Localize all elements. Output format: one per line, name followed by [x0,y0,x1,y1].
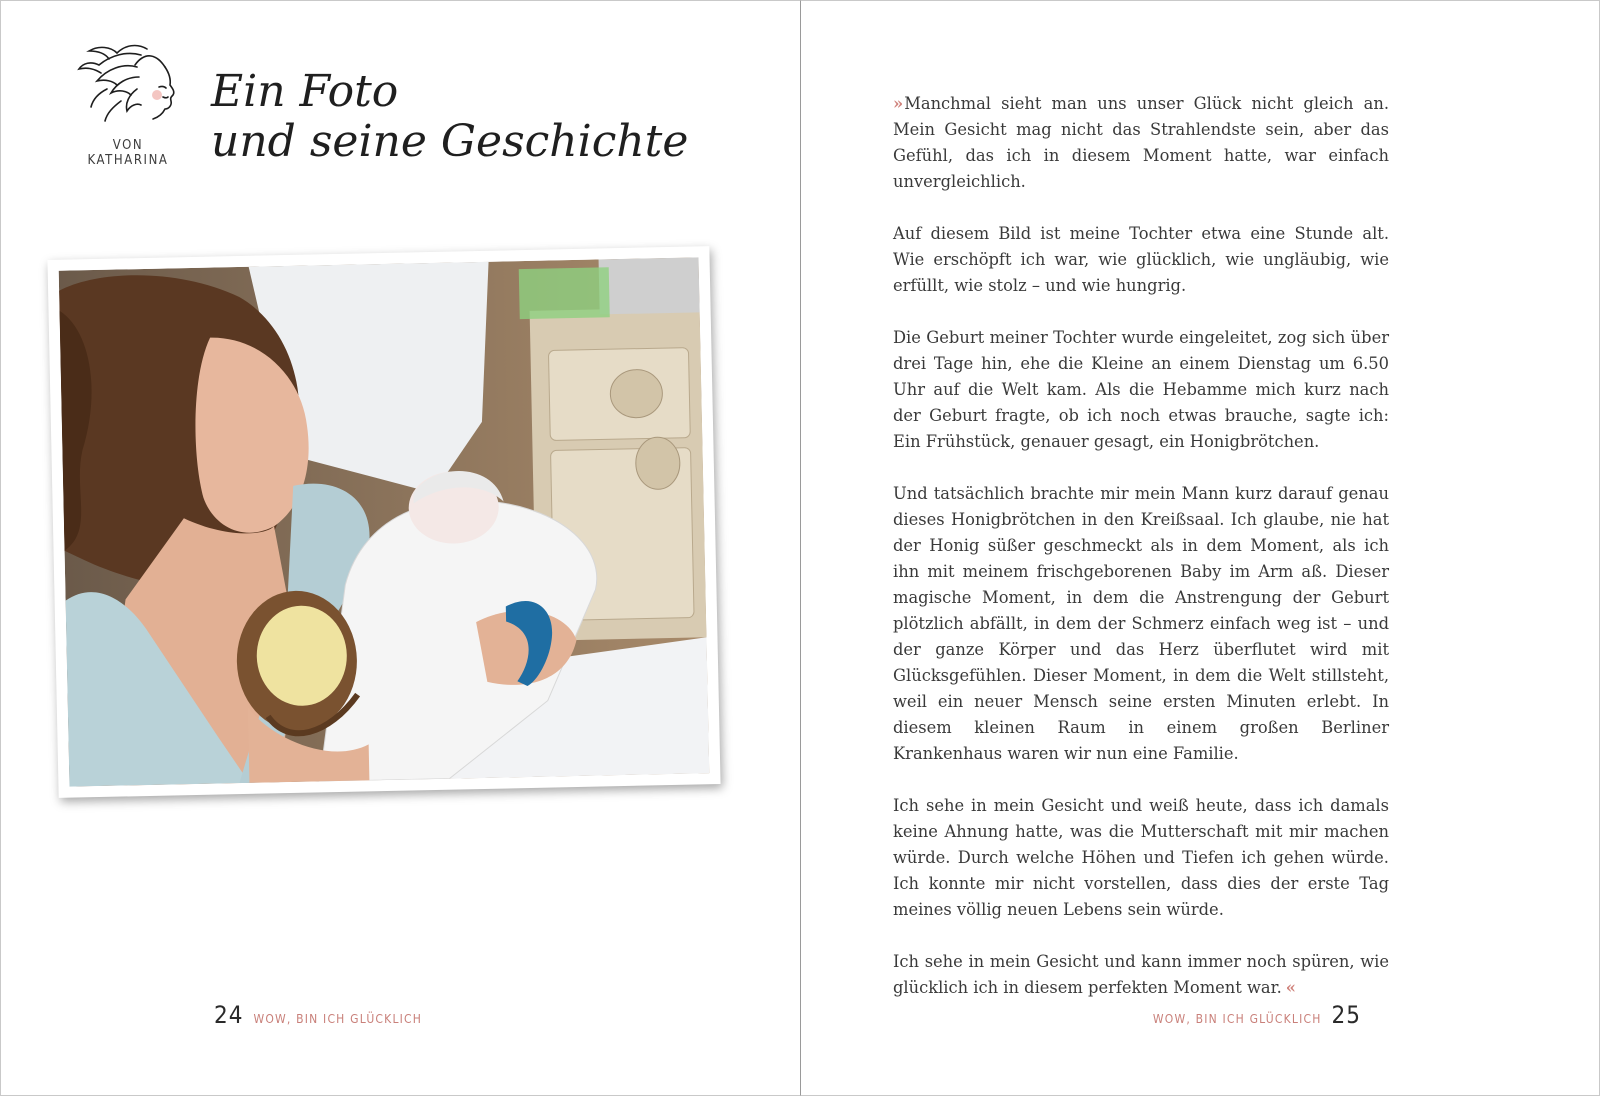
woman-profile-icon [77,39,187,134]
title-line-1: Ein Foto [211,66,399,117]
paragraph-3: Die Geburt meiner Tochter wurde eingeleitet, zog sich über drei Tage hin, ehe die Kleine an einem Dienstag um 6.50 Uhr auf die Welt kam. Als die Hebamme mich kurz nach der Geburt fragte, ob ich noch etwas brauche, sagte ich: Ein Frühstück, genauer gesagt, ein Honigbrötchen. [893,328,1389,451]
author-label: VON KATHARINA [87,138,169,168]
quote-close-mark: « [1285,978,1293,997]
paragraph-4: Und tatsächlich brachte mir mein Mann kurz darauf genau dieses Honigbrötchen in den Kreißsaal. Ich glaube, nie hat der Honig süßer geschmeckt als in dem Moment, als ich ihn mit meinem frischgeborenen Baby im Arm aß. Dieser magische Moment, in dem die Anstrengung der Geburt plötzlich abfällt, in dem der Schmerz einfach weg ist – und der ganze Körper und das Herz überflutet wird mit Glücksgefühlen. Dieser Moment, in dem die Welt stillsteht, weil ein neuer Mensch seine ersten Minuten erlebt. In diesem kleinen Raum in einem großen Berliner Krankenhaus waren wir nun eine Familie. [893,484,1389,763]
mother-baby-photo [59,257,710,786]
author-logo [73,39,193,168]
page-number-left: 24 [214,1001,244,1029]
left-page [0,0,800,1096]
right-page [800,0,1600,1096]
right-folio [1153,1001,1361,1029]
photo-frame [47,246,720,798]
quote-open-mark: » [893,94,901,113]
paragraph-6: Ich sehe in mein Gesicht und kann immer noch spüren, wie glücklich ich in diesem perfekten Moment war. « [893,952,1389,997]
paragraph-2: Auf diesem Bild ist meine Tochter etwa eine Stunde alt. Wie erschöpft ich war, wie glücklich, wie ungläubig, wie erfüllt, wie stolz – und wie hungrig. [893,224,1389,295]
story-text [893,91,1389,1027]
running-title-right: WOW, BIN ICH GLÜCKLICH [1152,1012,1322,1026]
paragraph-1: » Manchmal sieht man uns unser Glück nicht gleich an. Mein Gesicht mag nicht das Strahlendste sein, aber das Gefühl, das ich in diesem Moment hatte, war einfach unvergleichlich. [893,94,1389,191]
running-title-left: WOW, BIN ICH GLÜCKLICH [253,1012,423,1026]
page-number-right: 25 [1331,1001,1361,1029]
left-folio [214,1001,422,1029]
title-line-2: und seine Geschichte [211,116,689,167]
paragraph-5: Ich sehe in mein Gesicht und weiß heute, dass ich damals keine Ahnung hatte, was die Mutterschaft mit mir machen würde. Durch welche Höhen und Tiefen ich gehen würde. Ich konnte mir nicht vorstellen, dass dies der erste Tag meines völlig neuen Lebens sein würde. [893,796,1389,919]
page-title [211,67,688,167]
